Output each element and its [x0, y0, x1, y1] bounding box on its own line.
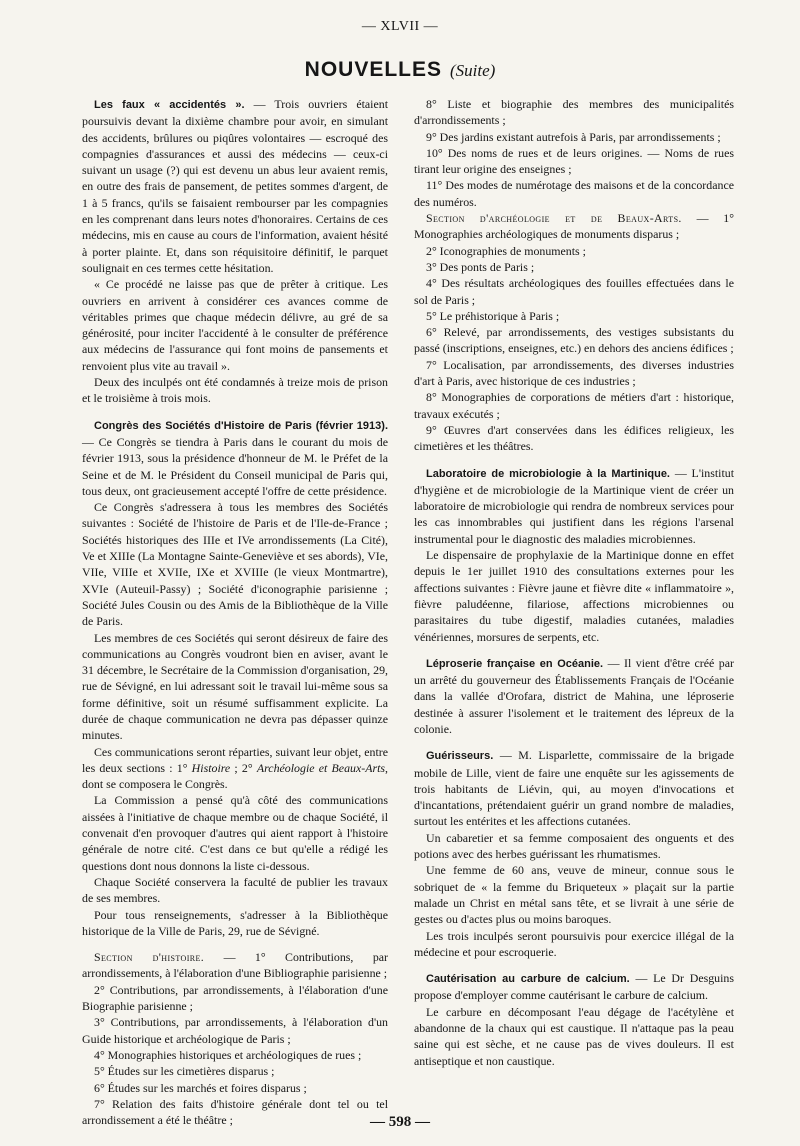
- congres-societies: Ce Congrès s'adressera à tous les membres des Sociétés suivantes : Société de l'histoire de Paris et de l'Ile-de-France ; Sociétés historiques des IIIe et IVe arrondissements (La Cité), Ve et XIIIe (La Montagne Sainte-Geneviève et ses abords), VIe, VIIe, VIIIe et XVIIe, IXe et XVIIIe (le vieux Montmartre), XVIe (Auteuil-Passy) ; Société d'iconographie parisienne ; Société Jules Cousin ou des Amis de la Bibliothèque de la Ville de Paris.: [82, 500, 388, 629]
- congres-sections-sep: ; 2°: [230, 760, 257, 775]
- guerisseurs-femme: Une femme de 60 ans, veuve de mineur, connue sous le sobriquet de « la femme du Briqueteux » plaçait sur la partie malade un Christ en métal sans tête, et se livrait à une série de gestes ou d'actes plus ou moins baroques.: [414, 863, 734, 927]
- section-histoire-item-7: 7° Relation des faits d'histoire générale dont tel ou tel arrondissement a été le théâtre ;: [82, 1096, 388, 1128]
- histoire-item-1-text: — 1° Contributions, par arrondissements, à l'élaboration d'une Bibliographie parisienne ;: [82, 950, 388, 981]
- section-archeologie-heading: Section d'archéologie et de Beaux-Arts.: [426, 211, 682, 226]
- faux-text: — Trois ouvriers étaient poursuivis devant la dixième chambre pour avoir, en simulant des accidents, brûlures ou piqûres volontaires — escroqué des compagnies d'assurances et aussi des médecins — ceux-ci suivant un usage (?) qui est devenu un abus leur avaient remis, en outre des frais de pansement, de petites sommes d'argent, de 1 à 5 francs, qu'ils se faisaient rembourser par les compagnies en les comprenant dans leurs notes d'honoraires. Certains de ces médecins, mis en cause au cours de l'information, avaient hésité à porter plainte. Et, dans son réquisitoire définitif, le parquet soulignait en ces termes cette hésitation.: [82, 97, 389, 275]
- cauterisation-text: — Le Dr Desguins propose d'employer comme cautérisant le carbure de calcium.: [414, 971, 734, 1003]
- laboratoire-dispensaire: Le dispensaire de prophylaxie de la Martinique donne en effet depuis le 1er juillet 1910 des consultations externes pour les affections suivantes : Fièvre jaune et fièvre dite « inflammatoire », fièvre paludéenne, filariose, affections microbiennes ou parasitaires du tube digestif, maladies cutanées, maladies vénériennes, morsures de serpents, etc.: [414, 548, 734, 644]
- faux-verdict: Deux des inculpés ont été condamnés à treize mois de prison et le troisième à trois mois.: [82, 375, 388, 406]
- faux-heading: Les faux « accidentés ».: [94, 99, 245, 111]
- guerisseurs-poursuites: Les trois inculpés seront poursuivis pour exercice illégal de la médecine et pour escroquerie.: [414, 928, 734, 959]
- article-laboratoire: [414, 465, 734, 547]
- section-histoire-item-4: 4° Monographies historiques et archéologiques de rues ;: [94, 1047, 362, 1062]
- section-archeologie-item-6: 6° Relevé, par arrondissements, des vestiges subsistants du passé (inscriptions, enseignes, etc.) en dehors des anciens édifices ;: [414, 325, 734, 356]
- cauterisation-explication: Le carbure en décomposant l'eau dégage de l'acétylène et abandonne de la chaux qui est caustique. Il n'attaque pas la peau saine qui est sèche, et ne cause pas de vives douleurs. Il est antiseptique et non caustique.: [414, 1004, 734, 1068]
- right-column: [414, 96, 734, 1069]
- guerisseurs-text: — M. Lisparlette, commissaire de la brigade mobile de Lille, vient de faire une enquête sur les agissements de trois habitants de Liévin, qui, au moyen d'invocations et d'incantations, prétendaient guérir un grand nombre de maladies, surtout les entérites et les affections cutanées.: [414, 748, 734, 829]
- congres-sections: [82, 744, 388, 793]
- section-histoire-heading: Section d'histoire.: [94, 950, 205, 965]
- page-title: [0, 58, 800, 82]
- section-histoire-item-6: 6° Études sur les marchés et foires disparus ;: [94, 1080, 307, 1095]
- section-archeologie-item-9: 9° Œuvres d'art conservées dans les édifices religieux, les cimetières et les théâtres.: [414, 422, 734, 454]
- section-histoire-item-2: 2° Contributions, par arrondissements, à l'élaboration d'une Biographie parisienne ;: [82, 982, 388, 1014]
- congres-publication: Chaque Société conservera la faculté de publier les travaux de ses membres.: [82, 874, 388, 906]
- section-archeologie-item-1: [414, 210, 734, 243]
- article-guerisseurs: [414, 747, 734, 829]
- left-column: [82, 96, 388, 1128]
- congres-renseignements: Pour tous renseignements, s'adresser à la Bibliothèque historique de la Ville de Paris, 29, rue de Sévigné.: [82, 907, 388, 938]
- roman-page-number: — XLVII —: [361, 19, 439, 34]
- section-histoire-item-10: 10° Des noms de rues et de leurs origines. — Noms de rues tirant leur origine des enseignes ;: [414, 145, 734, 177]
- congres-commission: La Commission a pensé qu'à côté des communications aissées à l'initiative de chaque membre ou de chaque Société, il convenait d'en provoquer d'autres qui aient rapport à l'histoire générale de notre cité. C'est dans ce but qu'elle a rédigé les questions dont nous donnons la liste ci-dessous.: [82, 793, 388, 873]
- guerisseurs-cabaretier: Un cabaretier et sa femme composaient des onguents et des potions avec des herbes guérissant les rhumatismes.: [414, 830, 734, 862]
- laboratoire-heading: Laboratoire de microbiologie à la Martinique.: [426, 467, 670, 480]
- article-faux-accidentes: [82, 96, 388, 276]
- section-archeologie-label: Archéologie et Beaux-Arts: [256, 760, 386, 775]
- section-archeologie-item-3: 3° Des ponts de Paris ;: [426, 259, 535, 274]
- section-archeologie-item-8: 8° Monographies de corporations de métiers d'art : historique, travaux exécutés ;: [414, 390, 734, 421]
- article-cauterisation: [414, 970, 734, 1004]
- congres-members: Les membres de ces Sociétés qui seront désireux de faire des communications au Congrès voudront bien en aviser, avant le 31 décembre, le Secrétaire de la Commission d'organisation, 29, rue de Sévigné, en lui adressant soit le travail lui-même sous sa forme définitive, soit un résumé suffisamment explicite. La durée de chaque communication ne devra pas dépasser quinze minutes.: [82, 630, 388, 743]
- leproserie-heading: Léproserie française en Océanie.: [426, 657, 604, 670]
- section-archeologie-item-5: 5° Le préhistorique à Paris ;: [426, 308, 560, 323]
- guerisseurs-heading: Guérisseurs.: [426, 750, 494, 763]
- congres-sections-end: , dont se composera le Congrès.: [82, 760, 388, 792]
- archeologie-item-1-text: — 1° Monographies archéologiques de monuments disparus ;: [414, 211, 734, 242]
- congres-text: — Ce Congrès se tiendra à Paris dans le courant du mois de février 1913, sous la présidence d'honneur de M. le Préfet de la Seine et de M. le Président du Conseil municipal de Paris qui, tous deux, ont gracieusement accepté l'offre de cette présidence.: [82, 434, 388, 498]
- congres-sections-text: Ces communications seront réparties, suivant leur objet, entre les deux sections : 1°: [82, 744, 388, 775]
- title-main: NOUVELLES: [304, 58, 443, 81]
- section-histoire-item-1: [82, 949, 388, 982]
- section-archeologie-item-4: 4° Des résultats archéologiques des fouilles effectuées dans le sol de Paris ;: [414, 276, 734, 307]
- title-suite: (Suite): [450, 61, 496, 80]
- section-archeologie-item-2: 2° Iconographies de monuments ;: [426, 243, 586, 258]
- section-histoire-item-8: 8° Liste et biographie des membres des municipalités d'arrondissements ;: [414, 97, 734, 128]
- faux-quote: « Ce procédé ne laisse pas que de prêter à critique. Les ouvriers en arrivent à considérer ces avances comme de véritables primes que chaque médecin délivre, au gré de sa générosité, pour inciter l'accidenté à le consulter de préférence aux médecins de l'assurance qui font moins de pansements et renvoient plus vite au travail ».: [82, 277, 388, 373]
- page-number: — 598 —: [370, 1114, 430, 1130]
- section-histoire-item-5: 5° Études sur les cimetières disparus ;: [94, 1064, 275, 1079]
- leproserie-text: — Il vient d'être créé par un arrêté du gouverneur des Établissements Français de l'Océanie dans la vallée d'Orofara, district de Mahina, une léproserie destinée à assurer l'isolement et le traitement des lépreux de la colonie.: [414, 655, 734, 736]
- section-histoire-item-11: 11° Des modes de numérotage des maisons et de la concordance des numéros.: [414, 178, 734, 209]
- section-histoire-item-3: 3° Contributions, par arrondissements, à l'élaboration d'un Guide historique et archéologique de Paris ;: [82, 1015, 388, 1046]
- laboratoire-text: — L'institut d'hygiène et de microbiologie de la Martinique vient de créer un laboratoire de microbiologie qui rendra de nombreux services pour les cas innombrables qui justifient dans les régions l'arsenal instrumental pour le diagnostic des maladies microbiennes.: [414, 465, 734, 546]
- congres-heading: Congrès des Sociétés d'Histoire de Paris (février 1913).: [94, 419, 388, 432]
- article-congres: [82, 417, 388, 499]
- article-leproserie: [414, 655, 734, 737]
- section-histoire-item-9: 9° Des jardins existant autrefois à Paris, par arrondissements ;: [426, 129, 721, 144]
- cauterisation-heading: Cautérisation au carbure de calcium.: [426, 973, 630, 986]
- section-histoire-label: Histoire: [191, 760, 231, 775]
- section-archeologie-item-7: 7° Localisation, par arrondissements, des diverses industries d'art à Paris, avec historique de ces industries ;: [414, 357, 734, 389]
